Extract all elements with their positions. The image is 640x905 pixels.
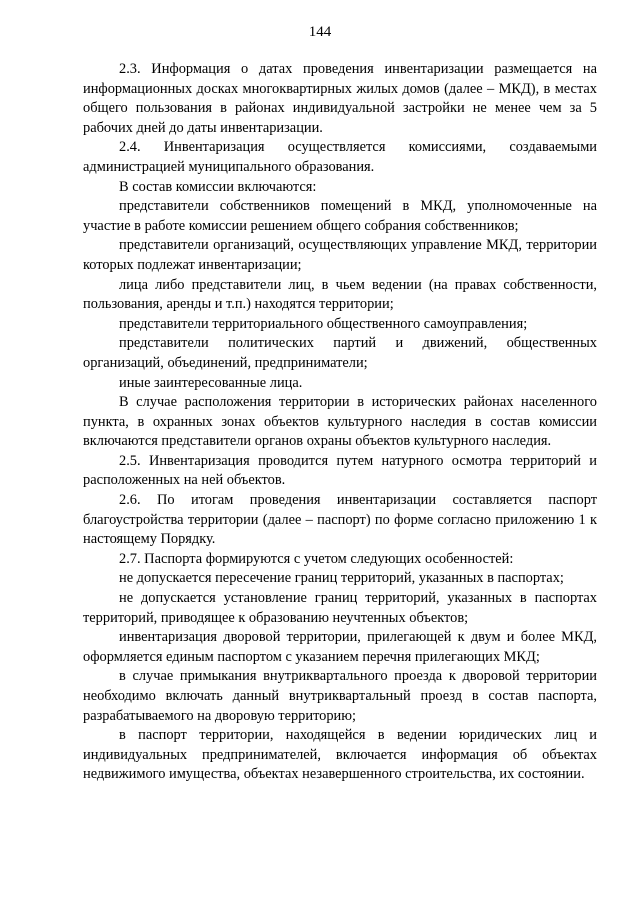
list-item-no-unaccounted-objects: не допускается установление границ территорий, указанных в паспортах территорий, приводящее к образованию неучтенных объектов; [83, 590, 597, 626]
list-item-management-organizations: представители организаций, осуществляющих управление МКД, территории которых подлежат инвентаризации; [83, 237, 597, 273]
paragraph-2-3: 2.3. Информация о датах проведения инвентаризации размещается на информационных досках многоквартирных жилых домов (далее – МКД), в местах общего пользования в районах индивидуальной застройки не менее чем за 5 рабочих дней до даты инвентаризации. [83, 61, 597, 136]
paragraph-2-4: 2.4. Инвентаризация осуществляется комиссиями, создаваемыми администрацией муниципального образования. [83, 139, 597, 175]
list-item-no-border-overlap: не допускается пересечение границ территорий, указанных в паспортах; [119, 570, 564, 587]
paragraph-2-6: 2.6. По итогам проведения инвентаризации составляется паспорт благоустройства территории (далее – паспорт) по форме согласно приложению 1 к настоящему Порядку. [83, 492, 597, 548]
paragraph-2-5: 2.5. Инвентаризация проводится путем натурного осмотра территорий и расположенных на ней объектов. [83, 452, 597, 489]
list-item-territory-holders: лица либо представители лиц, в чьем ведении (на правах собственности, пользования, аренды и т.п.) находятся территории; [83, 276, 597, 313]
document-body [83, 60, 597, 785]
page-number: 144 [308, 24, 332, 40]
list-item-internal-passage: в случае примыкания внутриквартального проезда к дворовой территории необходимо включать данный внутриквартальный проезд в состав паспорта, разрабатываемого на дворовую территорию; [83, 668, 597, 724]
paragraph-commission-intro: В состав комиссии включаются: [119, 178, 317, 195]
list-item-self-government: представители территориального общественного самоуправления; [119, 315, 528, 332]
list-item-shared-courtyard: инвентаризация дворовой территории, прилегающей к двум и более МКД, оформляется единым паспортом с указанием перечня прилегающих МКД; [83, 629, 597, 665]
paragraph-2-7: 2.7. Паспорта формируются с учетом следующих особенностей: [119, 550, 514, 567]
list-item-owners-representatives: представители собственников помещений в МКД, уполномоченные на участие в работе комиссии решением общего собрания собственников; [83, 198, 597, 234]
list-item-legal-entities: в паспорт территории, находящейся в ведении юридических лиц и индивидуальных предпринимателей, включается информация об объектах недвижимого имущества, объектах незавершенного строительства, их состоянии. [83, 727, 597, 783]
list-item-political-parties: представители политических партий и движений, общественных организаций, объединений, предприниматели; [83, 335, 597, 371]
list-item-other-parties: иные заинтересованные лица. [119, 374, 303, 391]
paragraph-historic-districts: В случае расположения территории в исторических районах населенного пункта, в охранных зонах объектов культурного наследия в состав комиссии включаются представители органов охраны объектов культурного наследия. [83, 394, 597, 450]
